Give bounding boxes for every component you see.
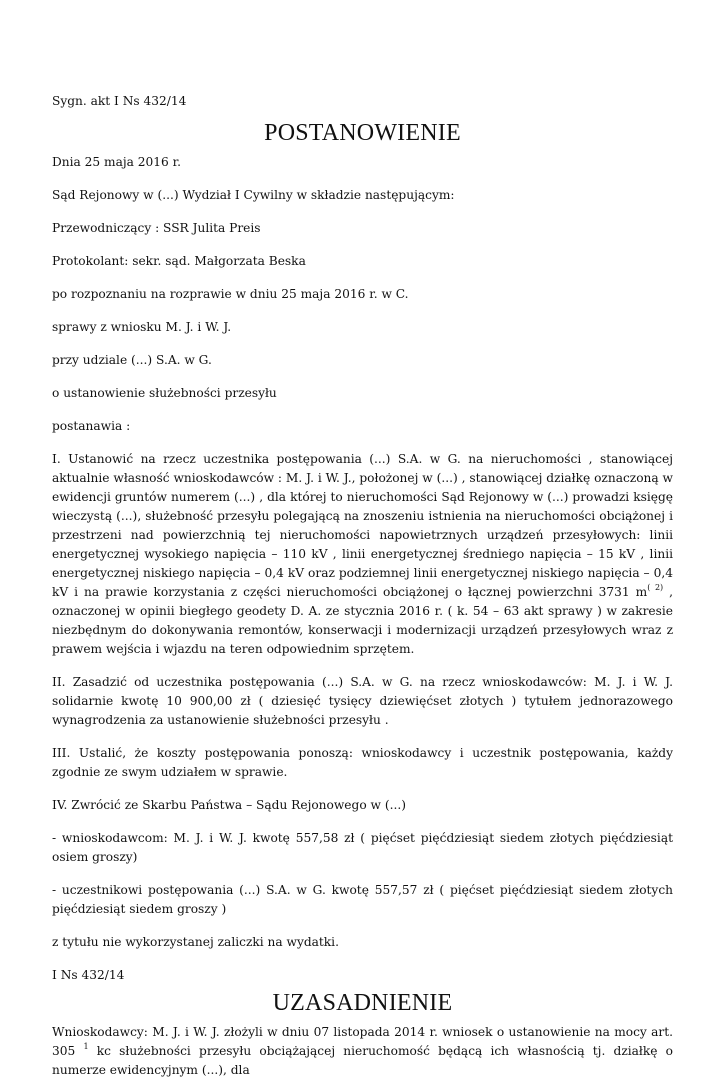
case-subject: o ustanowienie służebności przesyłu (52, 386, 277, 400)
decision-heading: postanawia : (52, 419, 131, 433)
document-date: Dnia 25 maja 2016 r. (52, 155, 182, 169)
hearing-info: po rozpoznaniu na rozprawie w dniu 25 maja 2016 r. w C. (52, 287, 409, 301)
justification-text (52, 1023, 673, 1080)
case-signature: Sygn. akt I Ns 432/14 (52, 94, 187, 108)
justification-title: UZASADNIENIE (272, 990, 453, 1016)
chairman: Przewodniczący : SSR Julita Preis (52, 221, 261, 235)
case-parties: sprawy z wniosku M. J. i W. J. (52, 320, 232, 334)
refund-participant: - uczestnikowi postępowania (...) S.A. w G. kwotę 557,57 zł ( pięćset pięćdziesiąt siedem złotych pięćdziesiąt siedem groszy ) (52, 883, 673, 916)
decision-point-3: III. Ustalić, że koszty postępowania ponoszą: wnioskodawcy i uczestnik postępowania, każdy zgodnie ze swym udziałem w sprawie. (52, 746, 673, 779)
area-unit-superscript: ( 2) (647, 583, 664, 592)
case-participant: przy udziale (...) S.A. w G. (52, 353, 212, 367)
court-composition: Sąd Rejonowy w (...) Wydział I Cywilny w składzie następującym: (52, 188, 455, 202)
decision-point-4: IV. Zwrócić ze Skarbu Państwa – Sądu Rejonowego w (...) (52, 798, 406, 812)
justification-text-cont: kc służebności przesyłu obciążającej nieruchomość będącą ich własnością tj. działkę o numerze ewidencyjnym (...), dla (52, 1044, 674, 1077)
document-title: POSTANOWIENIE (264, 120, 461, 146)
article-superscript: 1 (83, 1042, 89, 1051)
decision-point-2: II. Zasadzić od uczestnika postępowania (...) S.A. w G. na rzecz wnioskodawców: M. J. i W. J. solidarnie kwotę 10 900,00 zł ( dziesięć tysięcy dziewięćset złotych ) tytułem jednorazowego wynagrodzenia za ustanowienie służebności przesyłu . (52, 675, 673, 727)
decision-point-1-text: I. Ustanowić na rzecz uczestnika postępowania (...) S.A. w G. na nieruchomości , stanowiącej aktualnie własność wnioskodawców : M. J. i W. J., położonej w (...) , stanowiącej działkę oznaczoną w ewidencji gruntów numerem (...) , dla której to nieruchomości Sąd Rejonowy w (...) prowadzi księgę wieczystą (...), służebność przesyłu polegającą na znoszeniu istnienia na nieruchomości obciążonej i przestrzeni nad powierzchnią tej nieruchomości napowietrznych urządzeń przesyłowych: linii energetycznej wysokiego napięcia – 110 kV , linii energetycznej średniego napięcia – 15 kV , linii energetycznej niskiego napięcia – 0,4 kV oraz podziemnej linii energetycznej niskiego napięcia – 0,4 kV i na prawie korzystania z części nieruchomości obciążonej o łącznej powierzchni 3731 m (52, 452, 673, 599)
decision-point-1 (52, 450, 673, 659)
refund-applicants: - wnioskodawcom: M. J. i W. J. kwotę 557,58 zł ( pięćset pięćdziesiąt siedem złotych pięćdziesiąt osiem groszy) (52, 831, 673, 864)
clerk: Protokolant: sekr. sąd. Małgorzata Beska (52, 254, 306, 268)
case-signature-bottom: I Ns 432/14 (52, 968, 125, 982)
document-page (52, 92, 673, 1080)
justification-text-start: Wnioskodawcy: M. J. i W. J. złożyli w dniu 07 listopada 2014 r. wniosek o ustanowienie na mocy art. 305 (52, 1025, 673, 1058)
decision-point-1-text-cont: , oznaczonej w opinii biegłego geodety D. A. ze stycznia 2016 r. ( k. 54 – 63 akt sprawy ) w zakresie niezbędnym do dokonywania remontów, konserwacji i modernizacji urządzeń przesyłowych wraz z prawem wejścia i wjazdu na teren odpowiednim sprzętem. (52, 585, 673, 656)
refund-reason: z tytułu nie wykorzystanej zaliczki na wydatki. (52, 935, 339, 949)
